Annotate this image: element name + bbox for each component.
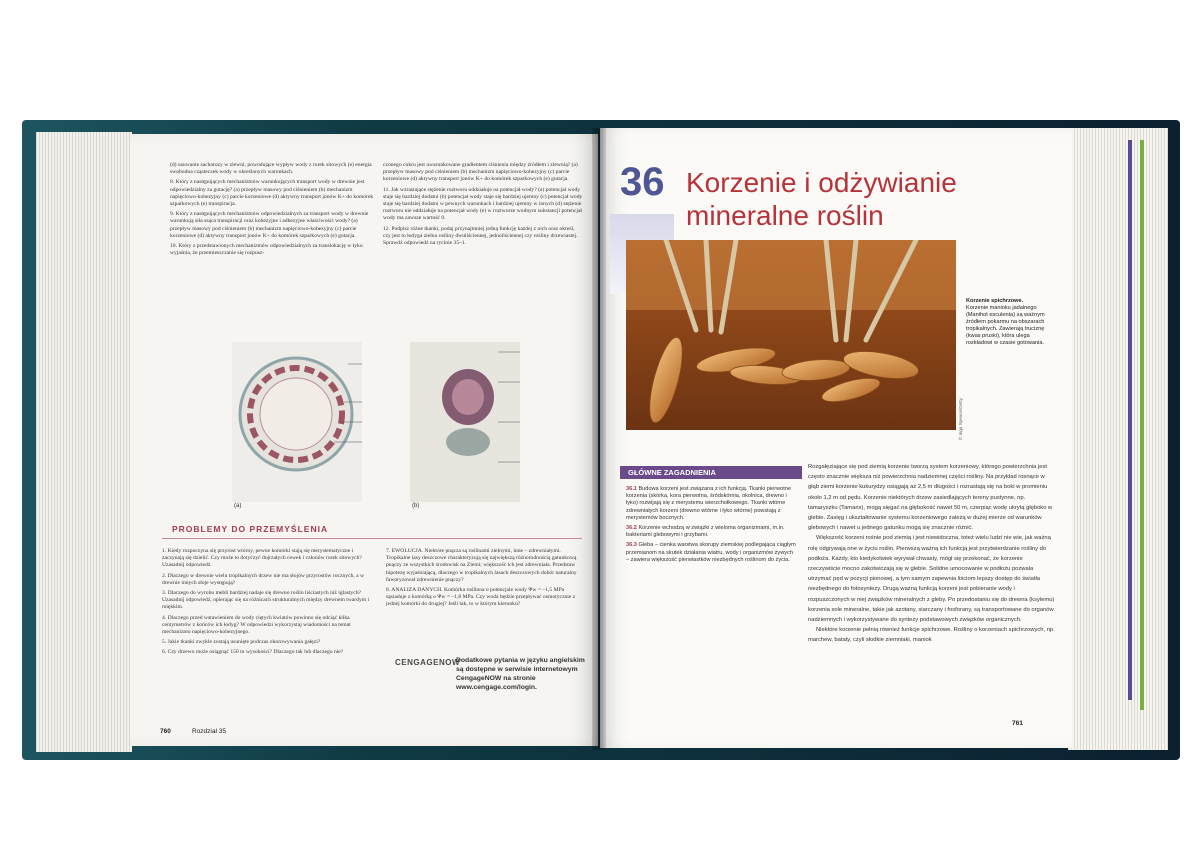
chapter-title-line: Korzenie i odżywianie (686, 167, 957, 198)
problem-text: 5. Jakie tkanki zwykle zostają usunięte podczas okorowywania gałęzi? (162, 639, 321, 646)
photo-credit: © Inga Spence/Getty (958, 398, 963, 440)
key-concepts-list (626, 486, 796, 567)
concept-item (626, 542, 796, 564)
photo-caption (966, 298, 1056, 347)
problems-box-title: PROBLEMY DO PRZEMYŚLENIA (172, 524, 329, 534)
right-page-edges (1068, 128, 1168, 750)
problems-col2 (386, 548, 582, 612)
left-page-edges (36, 132, 132, 752)
problem-text: 6. Czy drzewo może osiągnąć 150 m wysokości? Dlaczego tak lub dlaczego nie? (162, 649, 344, 656)
caption-title: Korzenie spichrzowe. (966, 298, 1024, 304)
chapter-title (686, 166, 957, 232)
edge-stripe-purple (1128, 140, 1132, 700)
figure-b-label: (b) (412, 503, 420, 509)
book-gutter (592, 128, 606, 750)
left-page-questions-col1 (170, 162, 375, 260)
caption-text: Korzenie manioku jadalnego (Manihot esculenta) są ważnym źródłem pokarmu na obszarach tropikalnych. Zawierają truciznę (kwas pruski), która ulega rozkładowi w czasie gotowania. (966, 305, 1045, 346)
cengage-logo: CENGAGENOW (395, 658, 460, 667)
key-concepts-heading: GŁÓWNE ZAGADNIENIA (620, 466, 802, 479)
question-text: 12. Podpisz różne tkanki, podaj przynajmniej jedną funkcję każdej z nich oraz określ, czy jest to łodyga zielna rośliny dwuliściennej, jednoliściennej czy rośliny drzewiastej. Sprawdź odpowiedź na rycinie 35–1. (383, 225, 578, 247)
question-text: 11. Jak wzrastające stężenie roztworu oddziałuje na potencjał wody? (a) potencjał wody staje się bardziej dodatni (b) potencjał wody staje się bardziej ujemny (c) potencjał wody staje się bardziej dodatni w pewnych warunkach i bardziej ujemny w innych (d) stężenie roztworu nie oddziałuje na potencjał wody (e) w roztworze wodnym substancji potencjał wody ma zawsze wartość 0. (383, 186, 583, 222)
question-text: 8. Który z następujących mechanizmów warunkujących transport wody w drewnie jest odpowiedzialny za gutację? (a) przepływ masowy pod ciśnieniem (b) mechanizm napięciowo-kohezyjny (c) parcie korzeniowe (d) aktywny transport jonów K+ do komórek szparkowych (e) transpiracja. (170, 179, 374, 208)
concept-text: Korzenie wchodzą w związki z wieloma organizmami, m.in. bakteriami glebowymi i grzybami. (626, 525, 785, 539)
cengage-note: Dodatkowe pytania w języku angielskim są dostępne w serwisie internetowym CengageNOW na stronie www.cengage.com/login. (456, 657, 585, 691)
question-text: (d) usuwanie sacharozy w zlewni, powodujące wypływ wody z rurek sitowych (e) energia swobodna cząsteczek wody w określonych warunkach. (170, 162, 372, 176)
body-paragraph: Rozgałęziające się pod ziemią korzenie tworzą system korzeniowy, którego powierzchnia jest często znacznie większa niż powierzchnia nadziemnej części rośliny. Na przykład rosnące w głąb ziemi korzenie kukurydzy osiągają aż 2,5 m długości i rozrastają się na boki w promieniu około 1,2 m od pędu. Korzenie niektórych drzew zasiedlających tereny pustynne, np. tamaryszku (Tamarix), mogą sięgać na głębokość nawet 50 m, czerpiąc wodę ukrytą głęboko w glebie. Zasięg i ukształtowanie systemu korzeniowego zależą w dużej mierze od warunków glebowych i nawet u jednego gatunku mogą się znacznie różnić. (808, 464, 1053, 532)
problems-box-divider (162, 538, 582, 539)
right-page-number: 761 (1012, 720, 1023, 727)
body-paragraph: Niektóre korzenie pełnią również funkcje spichrzowe. Rośliny o korzeniach spichrzowych, np. marchew, bataty, czyli słodkie ziemniaki, maniok (808, 627, 1055, 644)
problem-text: 4. Dlaczego przed wstawieniem do wody ciętych kwiatów powinno się odciąć kilka centymetrów z końców ich łodyg? W odpowiedzi wykorzystaj wiadomości na temat mechanizmu napięciowo-kohezyjnego. (162, 614, 351, 636)
cassava-roots-photo (626, 240, 956, 430)
left-page-footer-chapter: Rozdział 35 (192, 728, 226, 735)
chapter-body-text (808, 462, 1056, 646)
left-page-number: 760 (160, 728, 171, 735)
question-text: 9. Który z następujących mechanizmów odpowiedzialnych za transport wody w drewnie warunkują siła ssąca transpiracji oraz kohezyjne i adhezyjne właściwości wody? (a) przepływ masowy pod ciśnieniem (b) mechanizm napięciowo-kohezyjny (c) parcie korzeniowe (d) aktywny transport jonów K+ do komórek szparkowych (e) gutacja. (170, 211, 369, 239)
concept-item (626, 486, 796, 522)
chapter-number: 36 (620, 160, 665, 204)
left-page-questions-col2 (383, 162, 583, 250)
concept-item (626, 525, 796, 539)
problem-text: 8. ANALIZA DANYCH. Komórka roślinna o potencjale wody Ψw = –1,5 MPa sąsiaduje z komórką o Ψw = –1,8 MPa. Czy woda będzie przepływać osmotycznie z jednej komórki do drugiej? Jeśli tak, to w którym kierunku? (386, 587, 576, 608)
body-paragraph: Większość korzeni rośnie pod ziemią i jest niewidoczna, toteż wielu ludzi nie wie, jak ważną rolę odgrywają one w życiu roślin. Pierwszą ważną ich funkcją jest przytwierdzanie rośliny do podłoża. Każdy, kto kiedykolwiek wyrywał chwasty, mógł się przekonać, że korzenie rzeczywiście mocno zakotwiczają się w glebie. Solidne umocowanie w podłożu pozwala utrzymać pęd w pozycji pionowej, a tym samym zapewnia liściom lepszy dostęp do światła niezbędnego do fotosyntezy. Drugą ważną funkcją korzeni jest pobieranie wody i rozpuszczonych w niej związków mineralnych z gleby. Po przedostaniu się do drewna (ksylemu) korzenia sole mineralne, takie jak azotany, siarczany i fosforany, są transportowane do organów nadziemnych i wykorzystywane do syntezy podstawowych związków organicznych. (808, 535, 1055, 624)
chapter-title-line: mineralne roślin (686, 200, 884, 231)
problem-text: 3. Dlaczego do wyrobu mebli bardziej nadaje się drewno roślin liściastych niż iglastych? Uzasadnij odpowiedź, opierając się na różnicach strukturalnych między drewnem twardym i miękkim. (162, 590, 370, 611)
concept-number: 36.3 (626, 542, 637, 549)
stem-cross-section-figure-a (232, 342, 362, 502)
problem-text: 1. Kiedy rozpoczyna się przyrost wtórny, pewne komórki stają się merystematyczne i zaczynają się dzielić. Czy może to dotyczyć dojrzałych cewek i członów rurek sitowych? Uzasadnij odpowiedź. (162, 548, 362, 569)
concept-text: Gleba – cienka warstwa skorupy ziemskiej podlegająca ciągłym przemianom na skutek działania wiatru, wody i organizmów żywych – zawiera większość pierwiastków niezbędnych roślinom do życia. (626, 542, 796, 563)
problem-text: 2. Dlaczego w drewnie wielu tropikalnych drzew nie ma słojów przyrostów rocznych, a w drewnie innych słoje występują? (162, 572, 365, 586)
concept-text: Budowa korzeni jest związana z ich funkcją. Tkanki pierwotne korzenia (skórka, kora pierwotna, śródskórnia, okolnica, drewno i łyko) rozwijają się z merystemu wierzchołkowego. Tkanki wtórne zdrewniałych korzeni (drewno wtórne i łyko wtórne) powstają z merystemów bocznych. (626, 486, 792, 521)
concept-number: 36.2 (626, 525, 637, 532)
problems-col1 (162, 548, 372, 660)
stem-cross-section-figure-b (410, 342, 520, 502)
edge-stripe-green (1140, 140, 1144, 710)
question-text: 10. Który z przedstawionych mechanizmów odpowiedzialnych za translokację w łyku wyjaśnia, że przemieszczanie się rozpusz- (170, 243, 363, 257)
figure-a-label: (a) (234, 503, 242, 509)
question-text: czonego cukru jest uwarunkowane gradientem ciśnienia między źródłem i zlewnią? (a) przepływ masowy pod ciśnieniem (b) mechanizm napięciowo-kohezyjny (c) parcie korzeniowe (d) aktywny transport jonów K+ do komórek szparkowych (e) gutacja. (383, 162, 578, 183)
problem-text: 7. EWOLUCJA. Niektóre pnącza są roślinami zielnymi, inne – zdrewniałymi. Tropikalne lasy deszczowe charakteryzują się największą różnorodnością gatunkową pnączy ze wszystkich środowisk na Ziemi; większość ich jest zdrewniała. Przedstaw hipotezę wyjaśniającą, dlaczego w tropikalnych lasach deszczowych dobór naturalny faworyzował zdrewnienie pnączy? (386, 548, 577, 583)
concept-number: 36.1 (626, 486, 637, 492)
